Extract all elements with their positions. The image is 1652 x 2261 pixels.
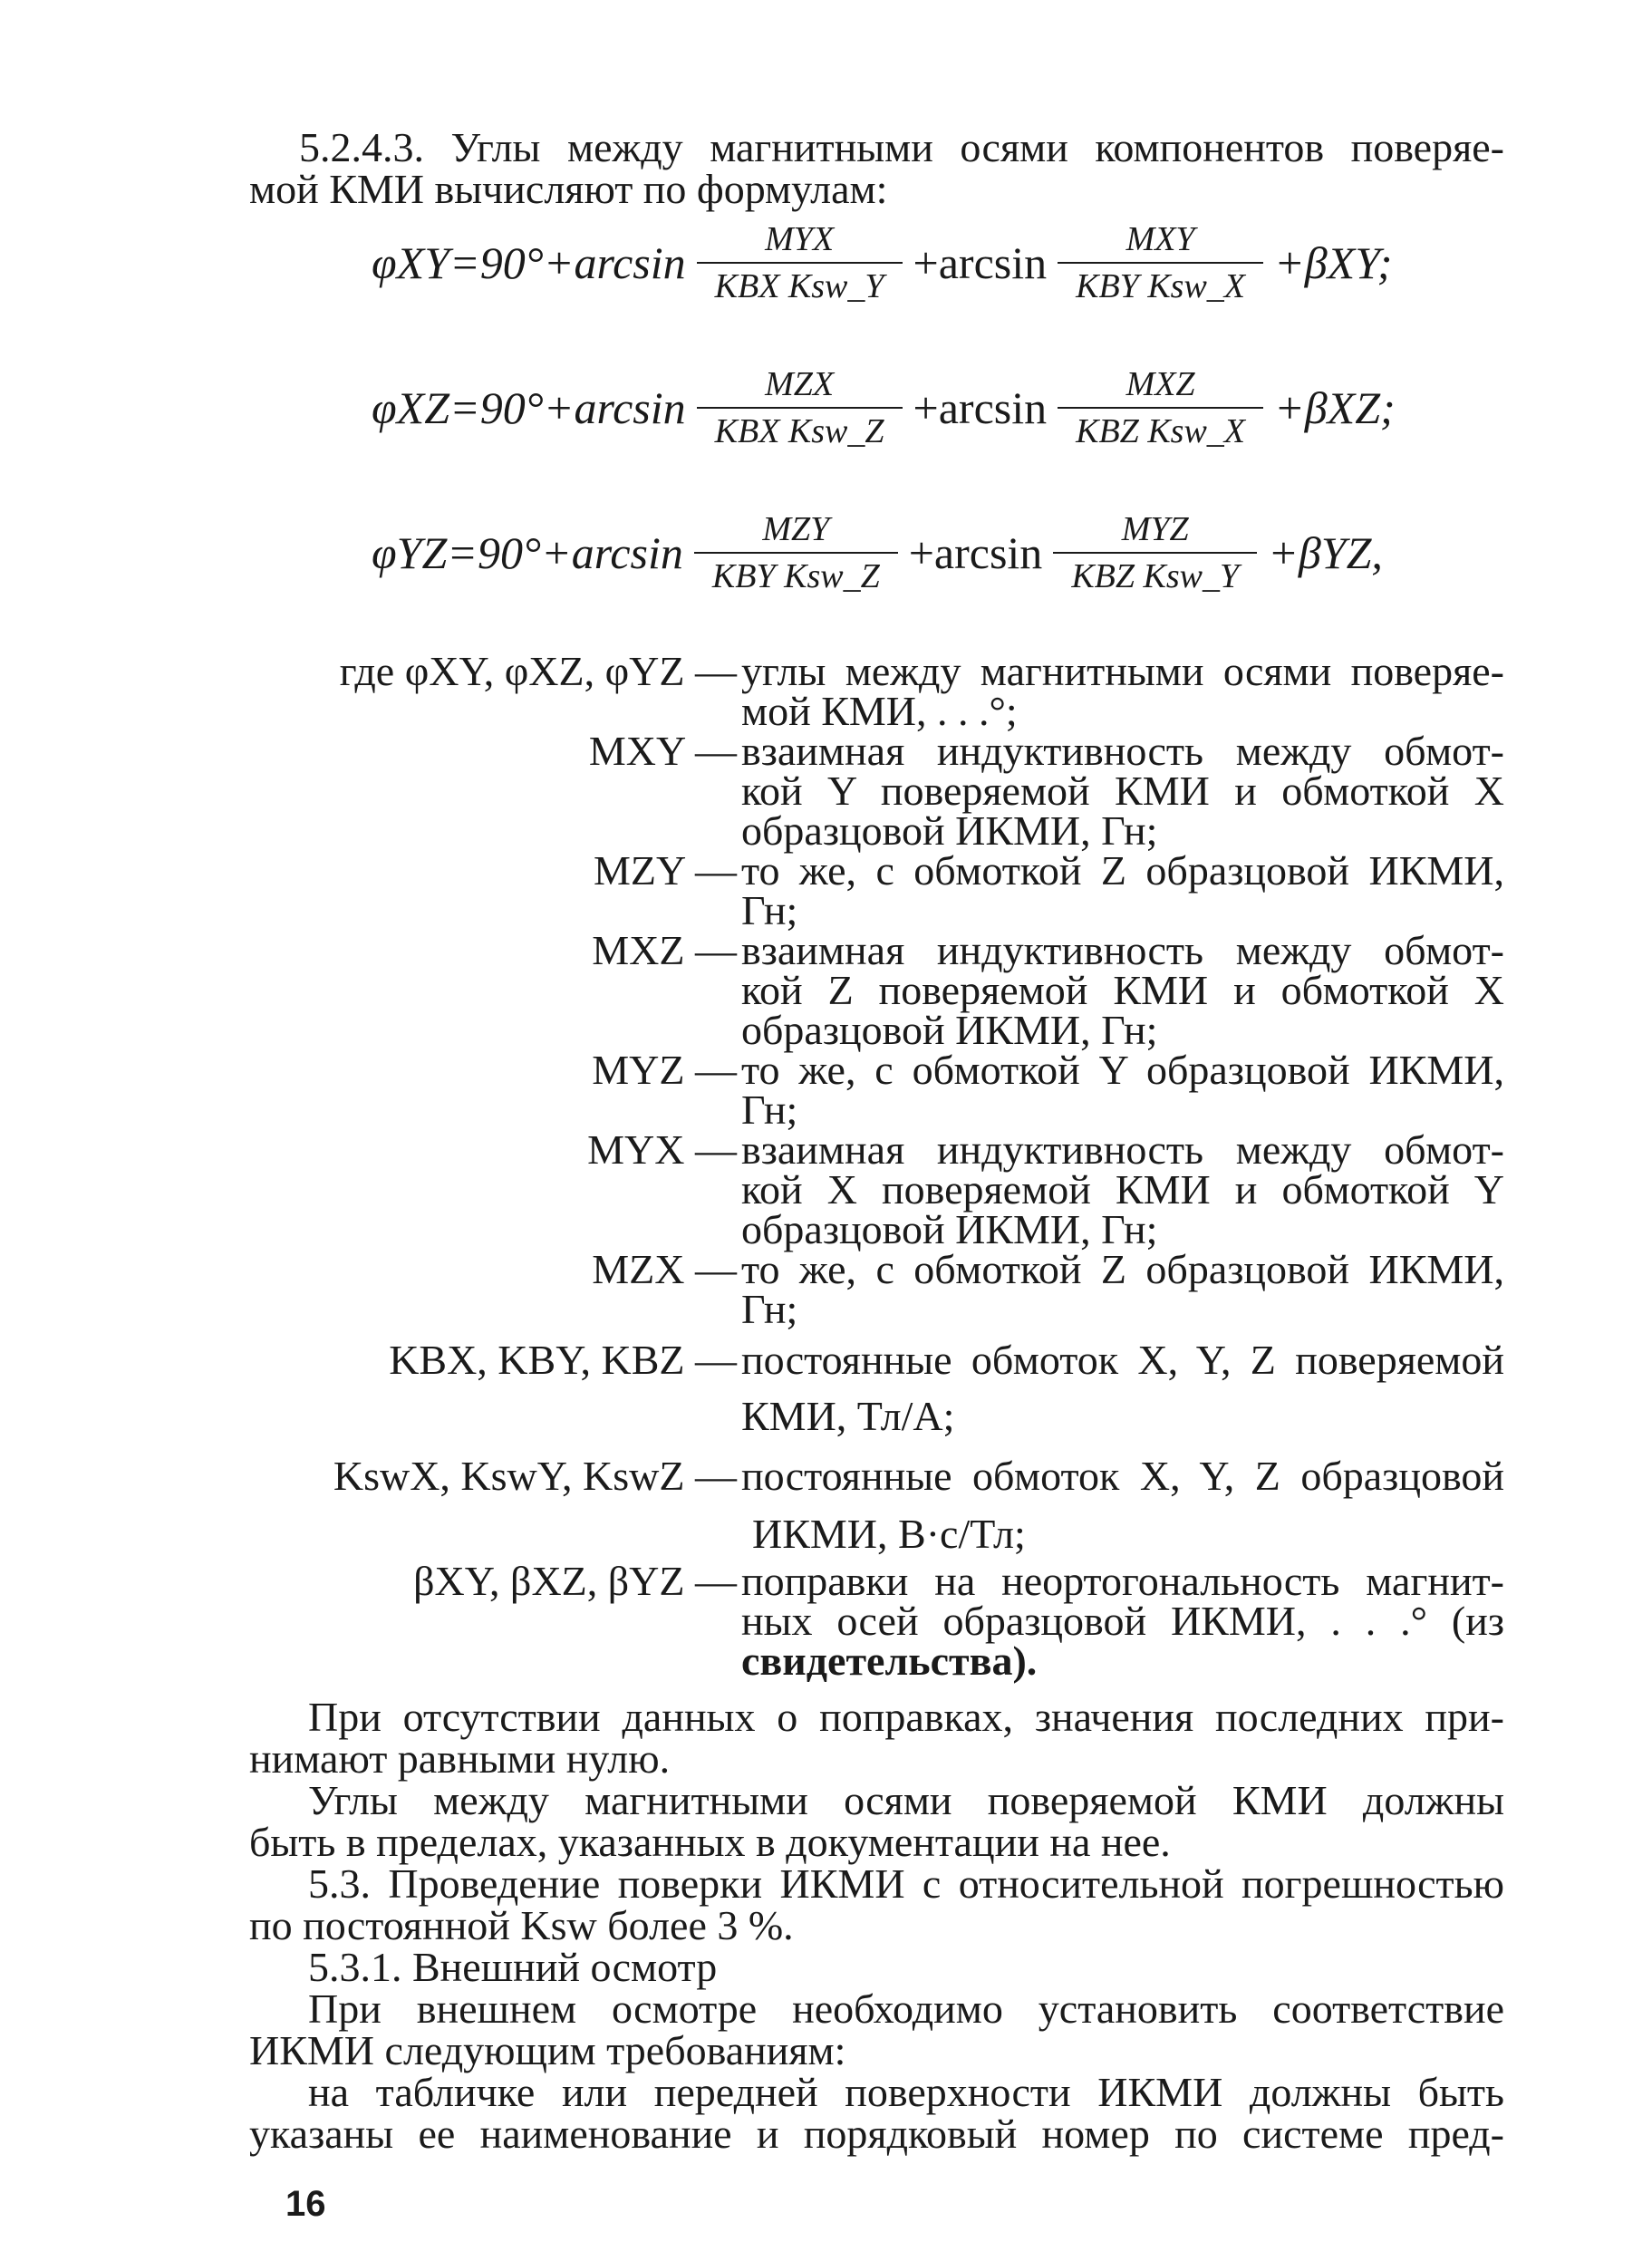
definition-text: образцовой ИКМИ, Гн; <box>741 1007 1158 1053</box>
fraction-numerator: MZX <box>765 365 835 403</box>
definition-text: взаимная индуктивность между обмот- <box>741 728 1504 774</box>
definition-term: где φXY, φXZ, φYZ — <box>339 648 737 694</box>
fraction-denominator: KBY Ksw_X <box>1058 262 1263 304</box>
intro-line-1: 5.2.4.3. Углы между магнитными осями компонентов поверяе- <box>299 124 1504 170</box>
fraction-denominator: KBZ Ksw_Y <box>1053 552 1257 594</box>
definition-text: взаимная индуктивность между обмот- <box>741 1126 1504 1173</box>
definition-text: Гн; <box>741 1286 798 1332</box>
fraction-denominator: KBZ Ksw_X <box>1058 407 1263 449</box>
body-line: быть в пределах, указанных в документации на нее. <box>249 1819 1171 1865</box>
definition-term: KBX, KBY, KBZ — <box>389 1337 737 1383</box>
formula-phi-xz <box>372 367 1396 449</box>
body-line: по постоянной Ksw более 3 %. <box>249 1902 794 1948</box>
fraction-denominator: KBX Ksw_Z <box>697 407 903 449</box>
body-line: на табличке или передней поверхности ИКМИ должны быть <box>308 2069 1504 2115</box>
body-line: 5.3. Проведение поверки ИКМИ с относительной погрешностью <box>308 1860 1504 1907</box>
fraction-denominator: KBX Ksw_Y <box>697 262 903 304</box>
definition-term: KswX, KswY, KswZ — <box>333 1453 737 1499</box>
formula-lhs: φXZ=90°+arcsin <box>372 382 686 433</box>
formula-tail: +βXY; <box>1274 237 1393 288</box>
page-number: 16 <box>285 2184 326 2224</box>
formula-mid: +arcsin <box>913 382 1048 433</box>
fraction-numerator: MYX <box>765 220 835 258</box>
definition-text: Гн; <box>741 1087 798 1133</box>
definition-term: MXY — <box>588 728 737 774</box>
fraction <box>697 222 903 304</box>
formula-phi-yz <box>372 512 1383 594</box>
fraction <box>694 512 898 594</box>
body-line: ИКМИ следующим требованиям: <box>249 2027 846 2073</box>
definition-text: ных осей образцовой ИКМИ, . . .° (из <box>741 1598 1504 1644</box>
definition-text: кой X поверяемой КМИ и обмоткой Y <box>741 1166 1504 1213</box>
formula-tail: +βXZ; <box>1274 382 1396 433</box>
definition-text: ИКМИ, В·с/Тл; <box>752 1511 1026 1557</box>
definition-term: MYZ — <box>592 1047 737 1093</box>
fraction-numerator: MYZ <box>1121 510 1189 548</box>
definition-text: то же, с обмоткой Z образцовой ИКМИ, <box>741 847 1504 894</box>
definition-text: кой Z поверяемой КМИ и обмоткой X <box>741 967 1504 1013</box>
body-line: указаны ее наименование и порядковый номер по системе пред- <box>249 2111 1504 2157</box>
fraction <box>1058 222 1263 304</box>
definition-text: постоянные обмоток X, Y, Z образцовой <box>741 1453 1504 1499</box>
body-line: 5.3.1. Внешний осмотр <box>308 1944 718 1990</box>
body-line: При внешнем осмотре необходимо установить соответствие <box>308 1986 1504 2032</box>
fraction-denominator: KBY Ksw_Z <box>694 552 898 594</box>
formula-lhs: φXY=90°+arcsin <box>372 237 686 288</box>
definition-text: то же, с обмоткой Y образцовой ИКМИ, <box>741 1047 1504 1093</box>
definition-text: постоянные обмоток X, Y, Z поверяемой <box>741 1337 1504 1383</box>
body-line: Углы между магнитными осями поверяемой КМИ должны <box>308 1777 1504 1823</box>
fraction <box>697 367 903 449</box>
definition-term: MZX — <box>592 1246 737 1292</box>
definition-text: образцовой ИКМИ, Гн; <box>741 807 1158 854</box>
formula-phi-xy <box>372 222 1392 304</box>
definition-term: βXY, βXZ, βYZ — <box>413 1558 737 1604</box>
body-line: При отсутствии данных о поправках, значения последних при- <box>308 1694 1504 1740</box>
definition-text: КМИ, Тл/А; <box>741 1393 955 1439</box>
definition-text: свидетельства). <box>741 1638 1038 1684</box>
definition-text: кой Y поверяемой КМИ и обмоткой X <box>741 768 1504 814</box>
formula-tail: +βYZ, <box>1268 527 1383 578</box>
fraction-numerator: MZY <box>762 510 830 548</box>
definition-text: поправки на неортогональность магнит- <box>741 1558 1504 1604</box>
fraction-numerator: MXZ <box>1125 365 1195 403</box>
definition-text: Гн; <box>741 887 798 933</box>
definition-term: MYX — <box>587 1126 737 1173</box>
definition-text: то же, с обмоткой Z образцовой ИКМИ, <box>741 1246 1504 1292</box>
formula-mid: +arcsin <box>913 237 1048 288</box>
body-line: нимают равными нулю. <box>249 1735 671 1782</box>
definition-term: MZY — <box>593 847 737 894</box>
intro-line-2: мой КМИ вычисляют по формулам: <box>249 166 888 212</box>
definition-text: взаимная индуктивность между обмот- <box>741 927 1504 973</box>
formula-lhs: φYZ=90°+arcsin <box>372 527 683 578</box>
formula-mid: +arcsin <box>908 527 1043 578</box>
fraction <box>1053 512 1257 594</box>
definition-text: образцовой ИКМИ, Гн; <box>741 1206 1158 1252</box>
definition-text: углы между магнитными осями поверяе- <box>741 648 1504 694</box>
definition-term: MXZ — <box>592 927 737 973</box>
definition-text: мой КМИ, . . .°; <box>741 688 1018 734</box>
fraction <box>1058 367 1263 449</box>
fraction-numerator: MXY <box>1125 220 1195 258</box>
